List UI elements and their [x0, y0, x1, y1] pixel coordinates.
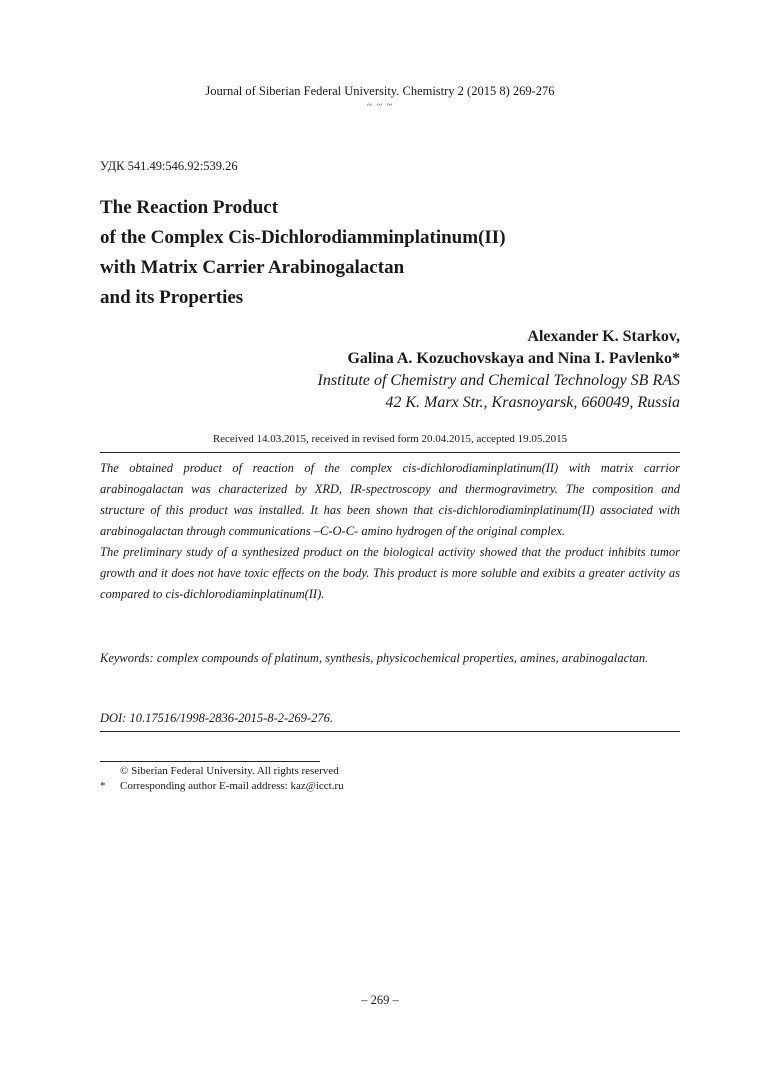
page-number: – 269 –	[361, 993, 399, 1007]
abstract-paragraph: The preliminary study of a synthesized product on the biological activity showed that the product inhibits tumor growth and it does not have toxic effects on the body. This product is more soluble and exibits a greater activity as compared to cis-dichlorodiaminplatinum(II).	[100, 545, 680, 601]
header-ornament: ~ ~ ~	[366, 100, 394, 111]
journal-header: Journal of Siberian Federal University. Chemistry 2 (2015 8) 269-276	[205, 84, 555, 98]
footnote-divider	[100, 761, 320, 762]
article-title	[100, 193, 660, 313]
affiliation-line: 42 K. Marx Str., Krasnoyarsk, 660049, Russia	[385, 394, 680, 411]
abstract	[100, 458, 680, 605]
title-line: and its Properties	[100, 287, 244, 308]
footnote-copyright	[100, 764, 339, 779]
footnote-corresponding	[100, 779, 344, 794]
abstract-paragraph: The obtained product of reaction of the complex cis-dichlorodiaminplatinum(II) with matrix carrior arabinogalactan was characterized by XRD, IR-spectroscopy and thermogravimetry. The composition and structure of this product was installed. It has been shown that cis-dichlorodiaminplatinum(II) associated with arabinogalactan through communications –C-O-C- amino hydrogen of the original complex.	[100, 461, 680, 538]
title-line: with Matrix Carrier Arabinogalactan	[100, 257, 405, 278]
divider-top	[100, 452, 680, 453]
udc-code: УДК 541.49:546.92:539.26	[100, 159, 238, 173]
received-dates: Received 14.03.2015, received in revised form 20.04.2015, accepted 19.05.2015	[212, 433, 568, 445]
affiliation	[318, 370, 680, 414]
doi: DOI: 10.17516/1998-2836-2015-8-2-269-276.	[100, 711, 333, 725]
footnote-text: Corresponding author E-mail address: kaz@icct.ru	[120, 780, 344, 792]
author-line: Galina A. Kozuchovskaya and Nina I. Pavlenko*	[347, 350, 680, 367]
keywords: Keywords: complex compounds of platinum, synthesis, physicochemical properties, amines, arabinogalactan.	[100, 651, 649, 665]
footnote-mark: *	[100, 780, 106, 792]
author-line: Alexander K. Starkov,	[527, 328, 680, 345]
title-line: of the Complex Cis-Dichlorodiamminplatinum(II)	[100, 227, 506, 248]
divider-bottom	[100, 731, 680, 732]
title-line: The Reaction Product	[100, 197, 279, 218]
footnote-text: © Siberian Federal University. All rights reserved	[120, 765, 339, 777]
affiliation-line: Institute of Chemistry and Chemical Technology SB RAS	[317, 372, 680, 389]
author-list	[347, 326, 680, 370]
